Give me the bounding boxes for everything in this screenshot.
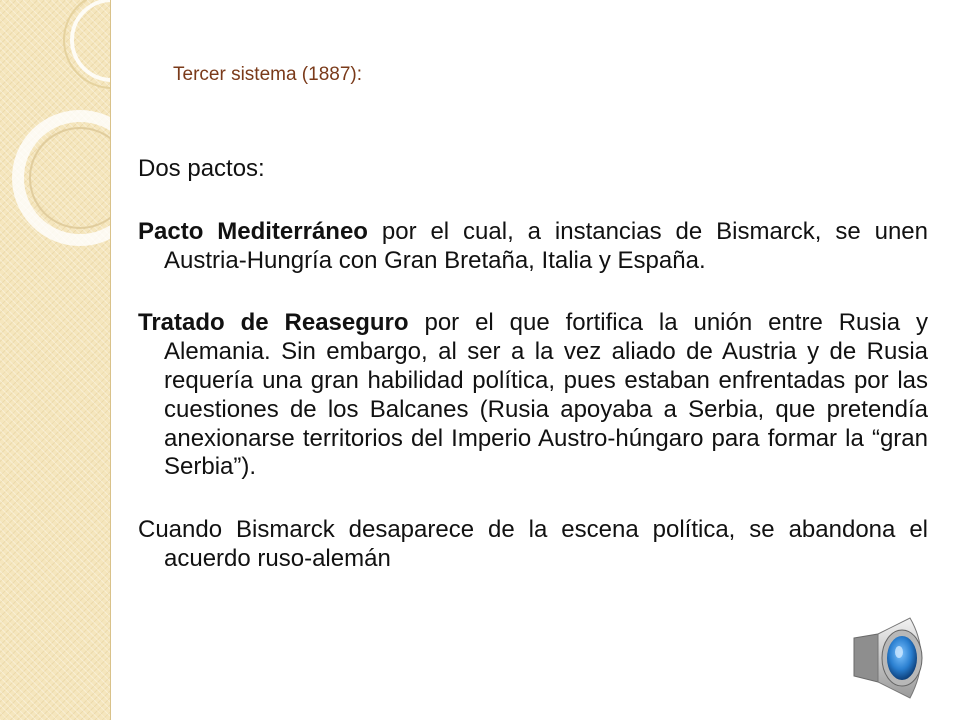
decorative-rings <box>0 0 110 720</box>
paragraph-pacto-mediterraneo <box>138 218 928 276</box>
decorative-side-panel <box>0 0 110 720</box>
term-pacto-mediterraneo: Pacto Mediterráneo <box>138 217 368 245</box>
speaker-icon[interactable] <box>848 612 938 702</box>
paragraph-conclusion <box>138 516 928 574</box>
paragraph-text: por el que fortifica la unión entre Rusia y Alemania. Sin embargo, al ser a la vez aliado de Austria y de Rusia requería una gran habilidad política, pues estaban enfrentadas por las cuestiones de los Balcanes (Rusia apoyaba a Serbia, que pretendía anexionarse territorios del Imperio Austro-húngaro para formar la “gran Serbia”). <box>164 309 928 481</box>
paragraph-tratado-reaseguro <box>138 309 928 482</box>
intro-text: Dos pactos: <box>138 155 265 182</box>
slide-content <box>138 155 928 608</box>
paragraph-text: Cuando Bismarck desaparece de la escena política, se abandona el acuerdo ruso-alemán <box>138 516 928 572</box>
paragraph-text: por el cual, a instancias de Bismarck, se unen Austria-Hungría con Gran Bretaña, Italia y España. <box>164 217 928 274</box>
panel-divider <box>110 0 111 720</box>
slide-title: Tercer sistema (1887): <box>173 64 363 85</box>
term-tratado-reaseguro: Tratado de Reaseguro <box>138 309 409 337</box>
